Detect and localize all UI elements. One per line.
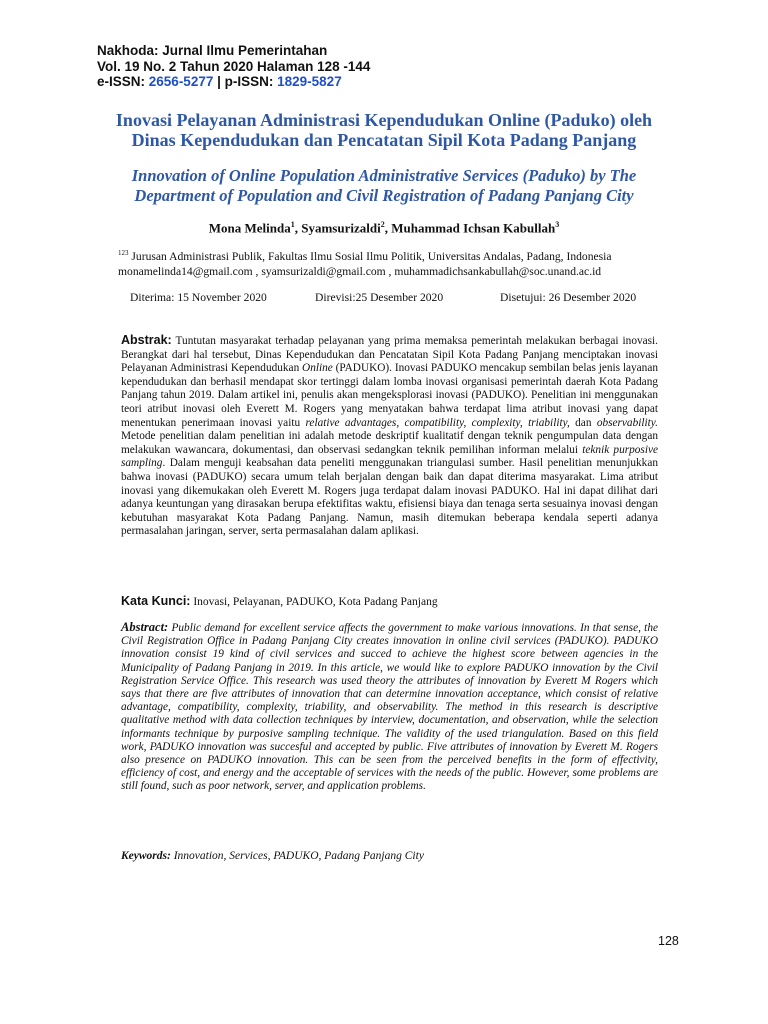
journal-name: Nakhoda: Jurnal Ilmu Pemerintahan bbox=[97, 43, 328, 58]
abstract-id-italic: observability. bbox=[596, 416, 658, 429]
title-english: Innovation of Online Population Administrative Services (Paduko) by The Department of Population and Civil Registration of Padang Panjang City bbox=[131, 166, 637, 205]
pissn-label: p-ISSN: bbox=[224, 74, 274, 89]
author-emails: monamelinda14@gmail.com , syamsurizaldi@gmail.com , muhammadichsankabullah@soc.unand.ac.id bbox=[118, 264, 602, 278]
abstract-en-label: Abstract: bbox=[121, 620, 169, 634]
date-accepted: Disetujui: 26 Desember 2020 bbox=[500, 291, 637, 304]
journal-volume: Vol. 19 No. 2 Tahun 2020 Halaman 128 -144 bbox=[97, 58, 371, 74]
keywords-en-label: Keywords: bbox=[121, 850, 171, 862]
pissn-value: 1829-5827 bbox=[277, 74, 342, 89]
keywords-id-text: Inovasi, Pelayanan, PADUKO, Kota Padang Panjang bbox=[190, 596, 438, 608]
eissn-label: e-ISSN: bbox=[97, 74, 146, 89]
author-sup: 2 bbox=[380, 220, 385, 229]
title-indonesian: Inovasi Pelayanan Administrasi Kependudukan Online (Paduko) oleh Dinas Kependudukan dan Pencatatan Sipil Kota Padang Panjang bbox=[115, 110, 653, 150]
eissn-value: 2656-5277 bbox=[148, 74, 214, 89]
keywords-english bbox=[121, 850, 658, 862]
keywords-indonesian bbox=[121, 594, 658, 608]
author-list: Mona Melinda$^1$, Syamsurizaldi$^2$, Muhammad Ichsan Kabullah$^3$ bbox=[208, 220, 560, 236]
abstract-en-text: Public demand for excellent service affects the government to make various innovations. In that sense, the Civil Registration Office in Padang Panjang City creates innovation in online civil services (PADUKO). PADUKO innovation consist 19 kind of civil services and succed to achieve the highest score between agencies in the Municipality of Padang Panjang in 2019. In this article, we would like to explore PADUKO innovation by the Civil Registration Service Office. This research was used theory the attributes of innovation by Everett M Rogers which says that there are five attributes of innovation that can determine innovation acceptance, which consist of relative advantage, compatibility, complexity, triability, and observability. The method in this research is descriptive qualitative method with data collection techniques by interview, documentation, and observation, while the selection informants technique by purposive sampling technique. The validity of the used triangulation. Based on this field work, PADUKO innovation was succesful and accepted by public. Five attributes of innovation by Everett M. Rogers also presence on PADUKO innovation. This can be seen from the perceived benefits in the form of effectivity, efficiency of cost, and energy and the acceptable of services with the needs of the public. However, some problems are still found, such as poor network, server, and application problems. bbox=[121, 622, 658, 793]
date-received: Diterima: 15 November 2020 bbox=[130, 291, 267, 304]
abstract-id-label: Abstrak: bbox=[121, 333, 172, 347]
abstract-id-text: Tuntutan masyarakat terhadap pelayanan yang prima memaksa pemerintah melakukan berbagai inovasi. Berangkat dari hal tersebut, Dinas Kependudukan dan Pencatatan Sipil Kota Padang Panjang menciptakan inovasi Pelayanan Administrasi Kependudukan bbox=[121, 335, 658, 375]
author-sup: 1 bbox=[290, 220, 295, 229]
abstract-id-text: dan bbox=[569, 416, 597, 429]
author-name: Muhammad Ichsan Kabullah bbox=[391, 220, 556, 236]
abstract-indonesian bbox=[121, 334, 658, 539]
page-number: 128 bbox=[658, 934, 679, 948]
affiliation-text: Jurusan Administrasi Publik, Fakultas Ilmu Sosial Ilmu Politik, Universitas Andalas, Padang, Indonesia bbox=[128, 249, 612, 263]
abstract-id-text: Metode penelitian dalam penelitian ini adalah metode deskriptif kualitatif dengan teknik pengumpulan data dengan melakukan wawancara, dokumentasi, dan observasi sedangkan teknik pemilihan informan melalui bbox=[121, 430, 658, 456]
journal-issn bbox=[97, 74, 370, 90]
abstract-english bbox=[121, 621, 658, 794]
issn-separator: | bbox=[213, 74, 225, 89]
date-revised: Direvisi:25 Desember 2020 bbox=[315, 291, 444, 304]
abstract-id-text: (PADUKO). Inovasi PADUKO mencakup sembilan belas jenis layanan kependudukan dan berhasil mendapat skor tertinggi dalam lomba inovasi organisasi pemerintah daerah Kota Padang Panjang tahun 2019. Dalam artikel ini, penulis akan mengeksplorasi inovasi (PADUKO). Penelitian ini menggunakan teori atribut inovasi oleh Everett M. Rogers yang menyatakan bahwa terdapat lima atribut inovasi yang dapat menentukan penerimaan inovasi yaitu bbox=[121, 362, 658, 429]
author-name: Mona Melinda bbox=[208, 220, 291, 236]
affiliation bbox=[118, 246, 678, 279]
author-sup: 3 bbox=[555, 220, 560, 229]
abstract-id-italic: relative advantages, compatibility, complexity, triability, bbox=[305, 416, 570, 429]
keywords-en-text: Innovation, Services, PADUKO, Padang Panjang City bbox=[170, 850, 424, 862]
journal-header bbox=[97, 43, 370, 90]
keywords-id-label: Kata Kunci: bbox=[121, 594, 191, 608]
abstract-id-italic: teknik purposive sampling bbox=[121, 443, 658, 470]
abstract-id-italic: Online bbox=[302, 362, 333, 375]
affiliation-sup: 123 bbox=[118, 249, 129, 257]
author-name: Syamsurizaldi bbox=[301, 220, 381, 236]
abstract-id-text: . Dalam menguji keabsahan data peneliti menggunakan triangulasi sumber. Hasil penelitian menunjukkan bahwa inovasi (PADUKO) secara umum telah berjalan dengan baik dan dapat diterima masyarakat. Lima atribut inovasi yang dikemukakan oleh Everett M. Rogers juga terdapat dalam inovasi PADUKO. Hal ini dapat dilihat dari adanya keuntungan yang dirasakan berupa efektifitas waktu, efisiensi biaya dan tenaga serta sesuainya inovasi dengan kebutuhan masyarakat Kota Padang Panjang. Namun, masih ditemukan beberapa kendala seperti adanya permasalahan jaringan, server, serta permasalahan dalam aplikasi. bbox=[121, 457, 658, 538]
